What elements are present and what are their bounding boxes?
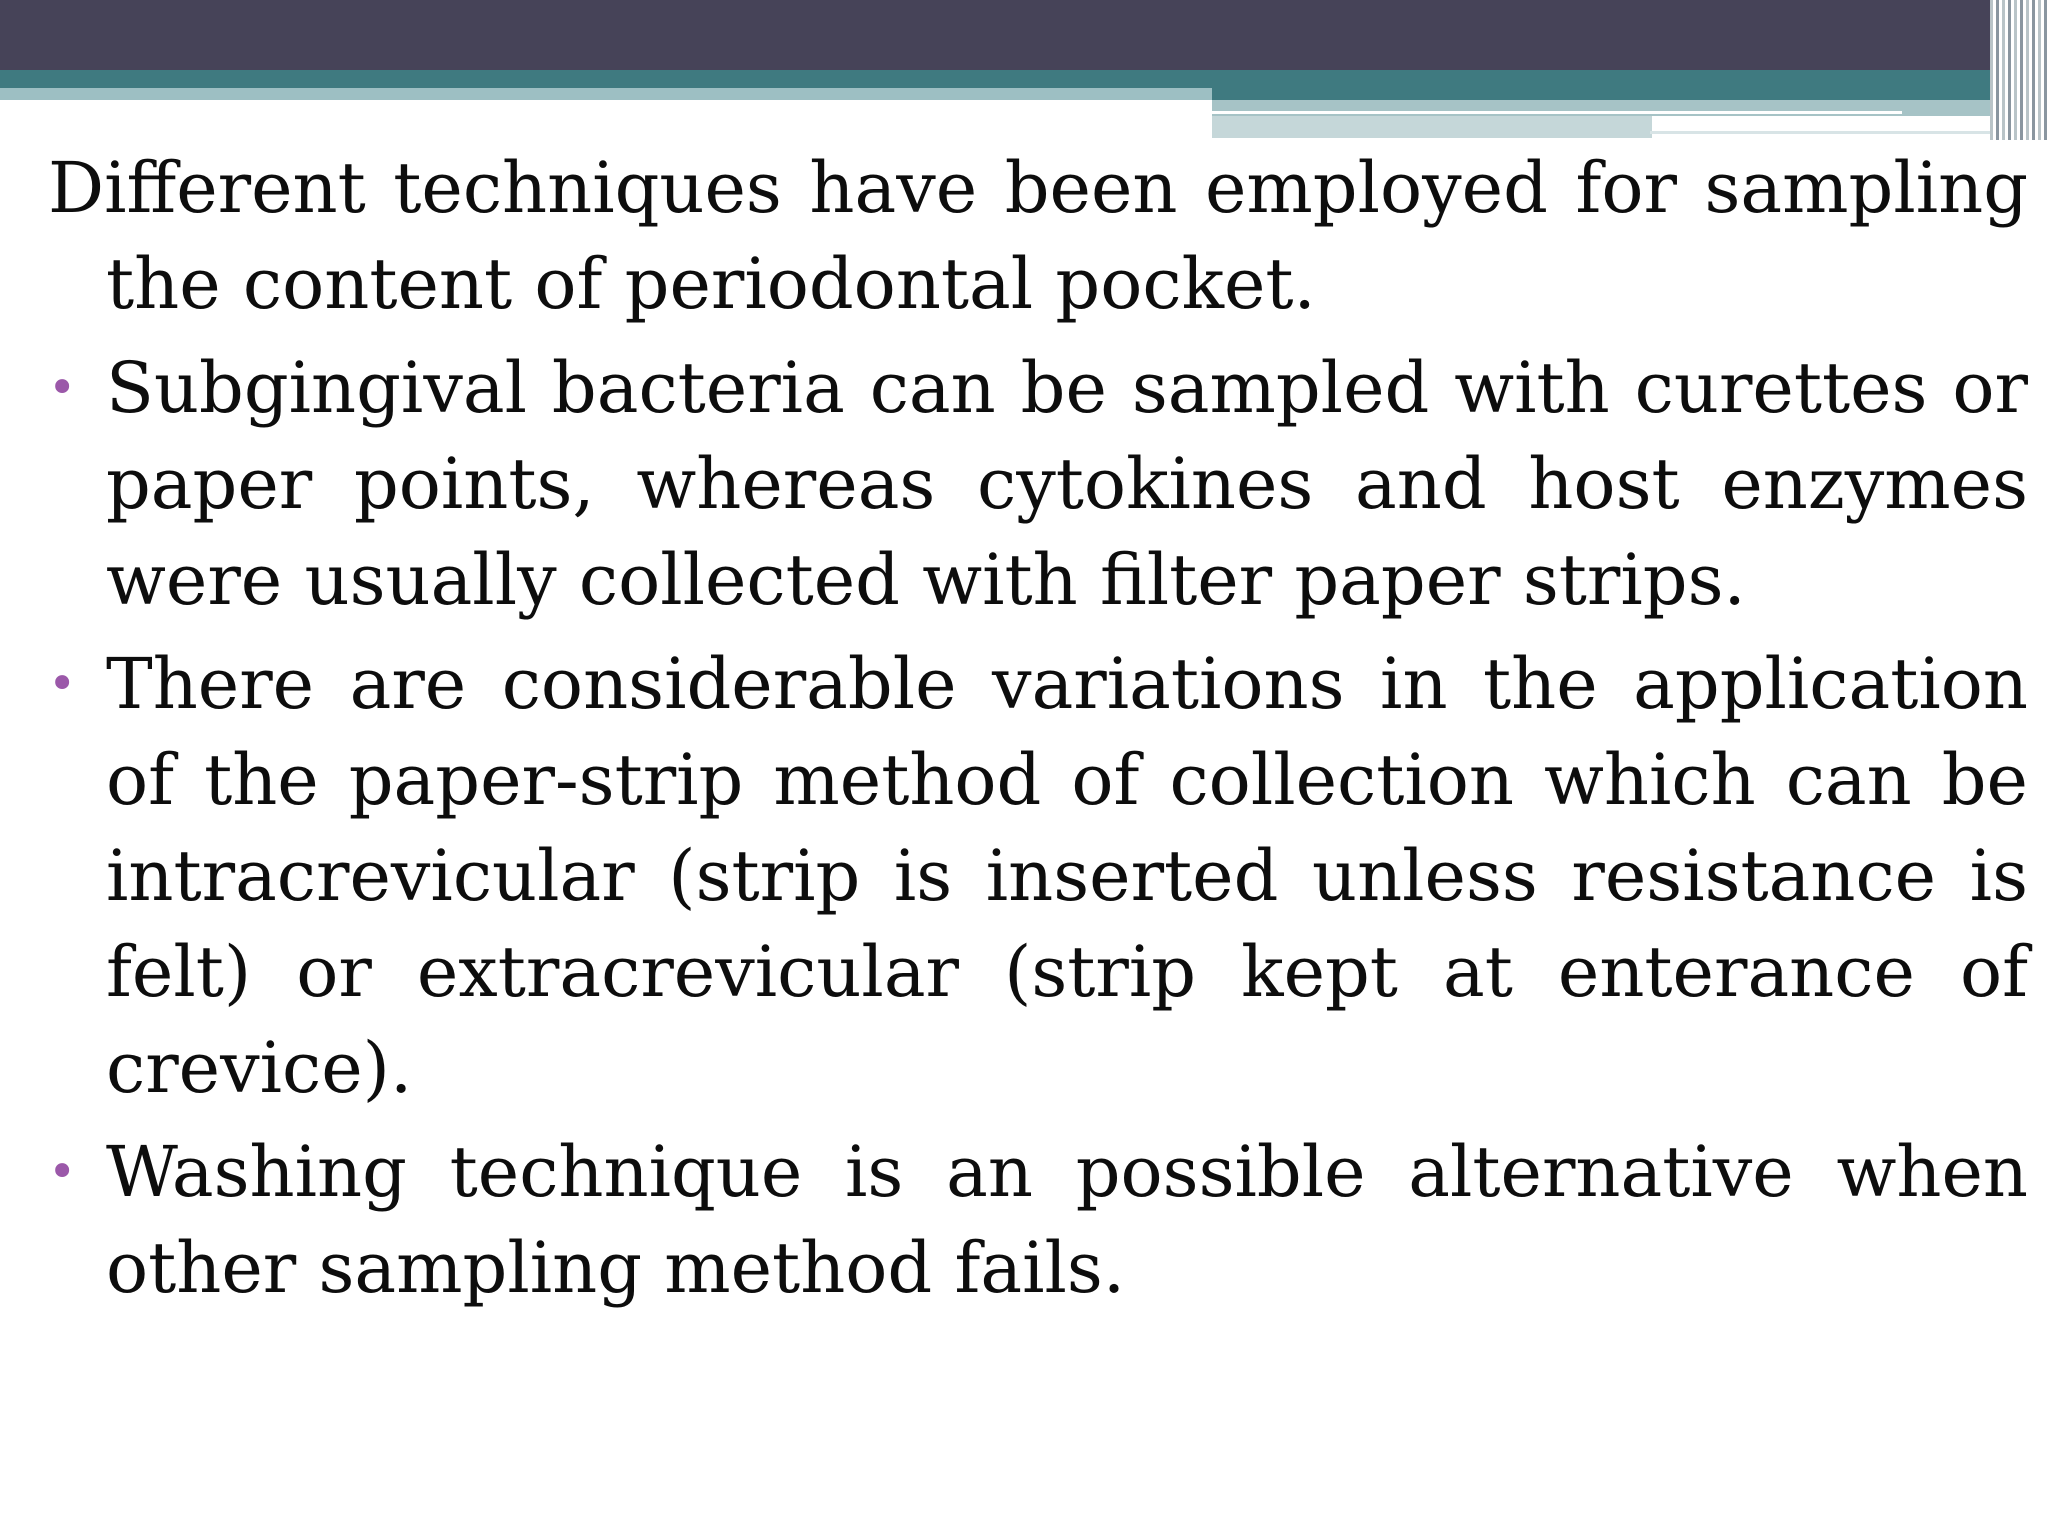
slide-body xyxy=(48,140,2028,1324)
header-bar-right-low-secondary xyxy=(1212,116,1652,138)
list-item-text: Washing technique is an possible alternative when other sampling method fails. xyxy=(106,1131,2028,1309)
header-bar-teal-light xyxy=(0,88,1212,100)
list-item xyxy=(48,636,2028,1116)
bullet-icon: • xyxy=(48,656,77,712)
bullet-icon: • xyxy=(48,1144,77,1200)
bullet-list xyxy=(48,340,2028,1316)
header-vertical-stripes xyxy=(1990,0,2048,140)
bullet-icon: • xyxy=(48,360,77,416)
header-bar-dark xyxy=(0,0,2048,70)
header-bar-teal xyxy=(0,70,2048,88)
intro-paragraph: Different techniques have been employed for sampling the content of periodontal pocket. xyxy=(48,147,2028,325)
header-accent-line xyxy=(1212,111,1902,114)
list-item xyxy=(48,340,2028,628)
list-item xyxy=(48,1124,2028,1316)
header-accent-line-secondary xyxy=(1650,131,1990,134)
list-item-text: There are considerable variations in the application of the paper-strip method of collection which can be intracrevicular (strip is inserted unless resistance is felt) or extracrevicular (strip kept at enterance of crevice). xyxy=(106,643,2028,1109)
header-bar-right-strip xyxy=(1212,88,2048,100)
list-item-text: Subgingival bacteria can be sampled with curettes or paper points, whereas cytokines and host enzymes were usually collected with filter paper strips. xyxy=(106,347,2028,621)
